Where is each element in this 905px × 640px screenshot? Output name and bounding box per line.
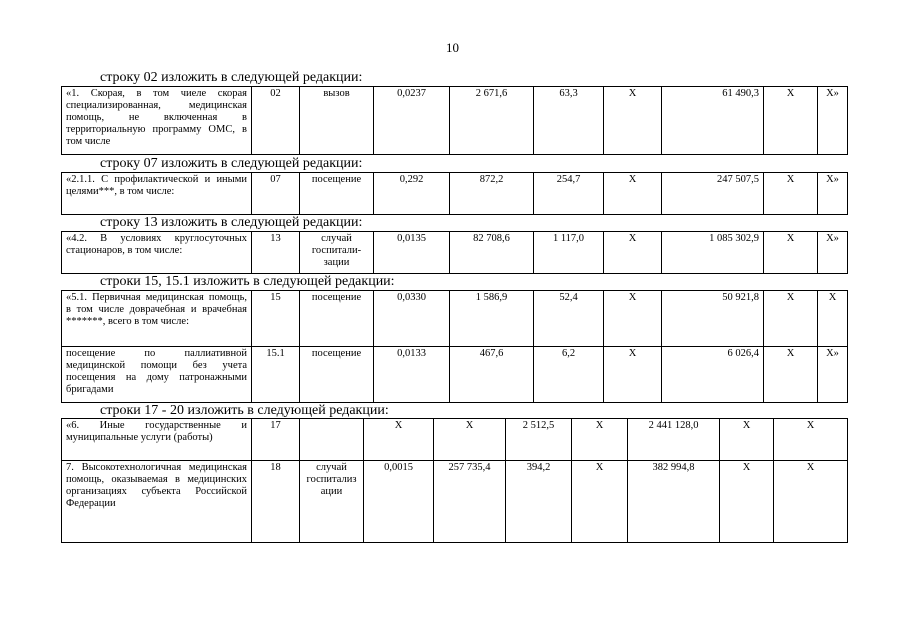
cell-value: X	[604, 347, 662, 403]
cell-value: X	[764, 87, 818, 155]
cell-value: 52,4	[534, 291, 604, 347]
section-heading: строки 15, 15.1 изложить в следующей редакции:	[100, 274, 395, 289]
cell-value: 50 921,8	[662, 291, 764, 347]
cell-value: X	[434, 419, 506, 461]
cell-value: X»	[818, 87, 848, 155]
section-heading: строку 07 изложить в следующей редакции:	[100, 156, 363, 171]
table-row	[62, 461, 848, 543]
cell-description: посещение по паллиативной медицинской помощи без учета посещения на дому патронажными бригадами	[62, 347, 252, 403]
cell-value: 2 441 128,0	[628, 419, 720, 461]
cell-value: 0,0133	[374, 347, 450, 403]
table-row	[62, 173, 848, 215]
table-row	[62, 419, 848, 461]
cell-unit: случай госпитализ ации	[300, 461, 364, 543]
cell-description: «2.1.1. С профилактической и иными целями***, в том числе:	[62, 173, 252, 215]
cell-value: 0,0015	[364, 461, 434, 543]
cell-unit: случай госпитали-зации	[300, 232, 374, 274]
cell-value: X	[764, 291, 818, 347]
cell-value: 0,292	[374, 173, 450, 215]
table-row	[62, 232, 848, 274]
cell-description: 7. Высокотехнологичная медицинская помощь, оказываемая в медицинских организациях субъекта Российской Федерации	[62, 461, 252, 543]
table-row	[62, 87, 848, 155]
page-number: 10	[446, 40, 459, 55]
cell-value: 254,7	[534, 173, 604, 215]
cell-value: 63,3	[534, 87, 604, 155]
cell-value: 82 708,6	[450, 232, 534, 274]
table-row	[62, 291, 848, 347]
cell-value: 61 490,3	[662, 87, 764, 155]
cell-value: X	[364, 419, 434, 461]
cell-value: 6 026,4	[662, 347, 764, 403]
cell-unit: посещение	[300, 173, 374, 215]
cell-description: «6. Иные государственные и муниципальные услуги (работы)	[62, 419, 252, 461]
cell-value: 2 671,6	[450, 87, 534, 155]
section-heading: строку 02 изложить в следующей редакции:	[100, 70, 363, 85]
cell-value: 257 735,4	[434, 461, 506, 543]
cell-value: 6,2	[534, 347, 604, 403]
cell-row-number: 18	[252, 461, 300, 543]
cell-row-number: 15.1	[252, 347, 300, 403]
cell-value: X	[604, 87, 662, 155]
cell-value: 382 994,8	[628, 461, 720, 543]
cell-value: X»	[818, 173, 848, 215]
cell-value: X	[774, 461, 848, 543]
cell-unit	[300, 419, 364, 461]
cell-value: 2 512,5	[506, 419, 572, 461]
cell-value: X	[720, 461, 774, 543]
cell-row-number: 17	[252, 419, 300, 461]
cell-value: X	[572, 419, 628, 461]
cell-unit: посещение	[300, 347, 374, 403]
section-table	[61, 231, 848, 274]
cell-value: 0,0330	[374, 291, 450, 347]
section-heading: строку 13 изложить в следующей редакции:	[100, 215, 363, 230]
cell-row-number: 07	[252, 173, 300, 215]
cell-value: 0,0135	[374, 232, 450, 274]
cell-value: 394,2	[506, 461, 572, 543]
section-table	[61, 418, 848, 543]
section-table	[61, 172, 848, 215]
cell-description: «1. Скорая, в том чиеле скорая специализированная, медицинская помощь, не включенная в территориальную программу ОМС, в том числе	[62, 87, 252, 155]
cell-value: 247 507,5	[662, 173, 764, 215]
cell-value: X	[720, 419, 774, 461]
cell-value: X	[604, 173, 662, 215]
cell-value: 872,2	[450, 173, 534, 215]
section-heading: строки 17 - 20 изложить в следующей редакции:	[100, 403, 389, 418]
cell-value: 467,6	[450, 347, 534, 403]
cell-row-number: 13	[252, 232, 300, 274]
cell-value: X	[764, 173, 818, 215]
cell-row-number: 15	[252, 291, 300, 347]
cell-value: X	[818, 291, 848, 347]
cell-row-number: 02	[252, 87, 300, 155]
cell-value: 1 085 302,9	[662, 232, 764, 274]
cell-value: X	[774, 419, 848, 461]
cell-value: 1 117,0	[534, 232, 604, 274]
cell-unit: вызов	[300, 87, 374, 155]
table-row	[62, 347, 848, 403]
section-table	[61, 86, 848, 155]
cell-value: X	[764, 232, 818, 274]
cell-value: 0,0237	[374, 87, 450, 155]
cell-description: «5.1. Первичная медицинская помощь, в том числе доврачебная и врачебная *******, всего в том числе:	[62, 291, 252, 347]
cell-value: 1 586,9	[450, 291, 534, 347]
cell-value: X	[604, 291, 662, 347]
cell-value: X	[764, 347, 818, 403]
cell-value: X	[572, 461, 628, 543]
cell-value: X»	[818, 232, 848, 274]
section-table	[61, 290, 848, 403]
cell-value: X»	[818, 347, 848, 403]
cell-value: X	[604, 232, 662, 274]
cell-description: «4.2. В условиях круглосуточных стационаров, в том числе:	[62, 232, 252, 274]
cell-unit: посещение	[300, 291, 374, 347]
